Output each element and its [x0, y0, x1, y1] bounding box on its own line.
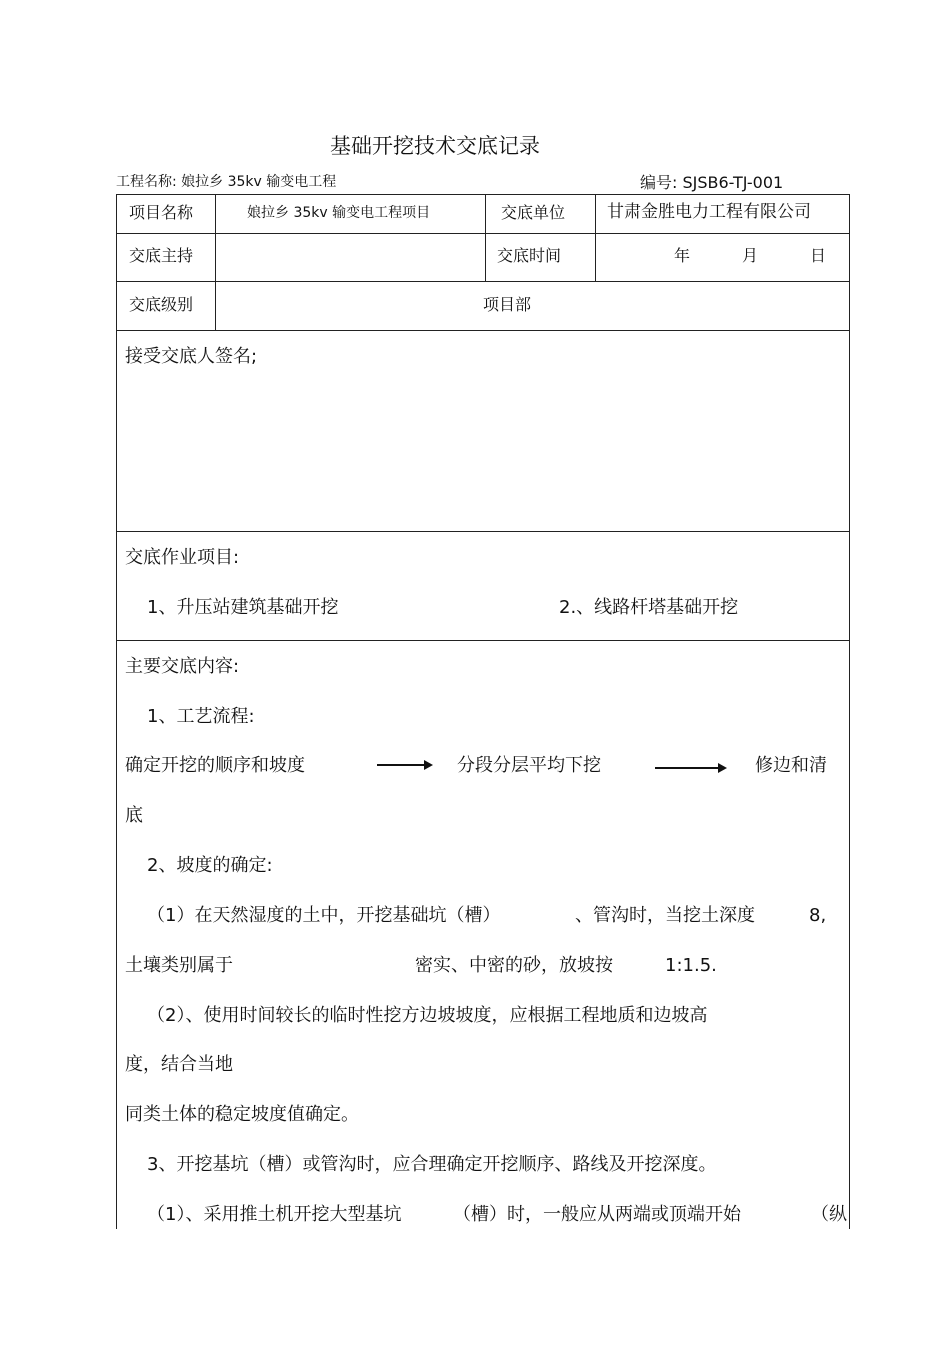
row-divider: [117, 531, 849, 532]
signature-label: 接受交底人签名;: [125, 346, 258, 367]
para-1c: 8,: [809, 905, 827, 926]
time-year: 年: [674, 246, 691, 265]
para-3b: （槽）时，一般应从两端或顶端开始: [453, 1204, 741, 1225]
level-value: 项目部: [483, 295, 532, 314]
time-month: 月: [742, 246, 759, 265]
para-2b: 度，结合当地: [125, 1054, 233, 1075]
work-item-1: 1、升压站建筑基础开挖: [147, 597, 339, 618]
project-name-label: 项目名称: [129, 203, 194, 222]
para-1a: （1）在天然湿度的土中，开挖基础坑（槽）: [147, 905, 501, 926]
flow-step-1: 确定开挖的顺序和坡度: [125, 755, 305, 776]
record-table: [116, 194, 850, 1229]
para-2c: 同类土体的稳定坡度值确定。: [125, 1104, 359, 1125]
col-divider: [215, 195, 216, 330]
unit-label: 交底单位: [501, 203, 566, 222]
document-number: 编号: SJSB6-TJ-001: [640, 173, 784, 192]
time-day: 日: [810, 246, 827, 265]
para-3c: （纵: [811, 1204, 847, 1225]
row-divider: [117, 330, 849, 331]
para-1e: 密实、中密的砂，放坡按: [415, 955, 613, 976]
project-name-line: 工程名称: 娘拉乡 35kv 输变电工程: [116, 174, 337, 190]
para-3a: （1）、采用推土机开挖大型基坑: [147, 1204, 402, 1225]
section-1: 1、工艺流程:: [147, 706, 255, 727]
document-title: 基础开挖技术交底记录: [330, 134, 540, 158]
row-divider: [117, 233, 849, 234]
section-3: 3、开挖基坑（槽）或管沟时，应合理确定开挖顺序、路线及开挖深度。: [147, 1154, 717, 1175]
work-items-label: 交底作业项目:: [125, 547, 240, 568]
content-heading: 主要交底内容:: [125, 656, 240, 677]
row-divider: [117, 640, 849, 641]
time-label: 交底时间: [497, 246, 562, 265]
para-2a: （2）、使用时间较长的临时性挖方边坡坡度，应根据工程地质和边坡高: [147, 1005, 708, 1026]
work-item-2: 2.、线路杆塔基础开挖: [559, 597, 739, 618]
level-label: 交底级别: [129, 295, 194, 314]
flow-step-2: 分段分层平均下挖: [457, 755, 601, 776]
row-divider: [117, 281, 849, 282]
project-name-value: 娘拉乡 35kv 输变电工程项目: [247, 205, 431, 221]
flow-step-3-cont: 底: [125, 805, 143, 826]
flow-step-3: 修边和清: [755, 755, 827, 776]
unit-value: 甘肃金胜电力工程有限公司: [607, 202, 811, 222]
host-label: 交底主持: [129, 246, 194, 265]
col-divider: [485, 195, 486, 281]
col-divider: [595, 195, 596, 281]
para-1b: 、管沟时，当挖土深度: [575, 905, 755, 926]
flow-arrow-icon: [655, 767, 725, 769]
section-2: 2、坡度的确定:: [147, 855, 273, 876]
para-1d: 土壤类别属于: [125, 955, 233, 976]
para-1f: 1:1.5.: [665, 955, 717, 976]
flow-arrow-icon: [377, 764, 431, 766]
